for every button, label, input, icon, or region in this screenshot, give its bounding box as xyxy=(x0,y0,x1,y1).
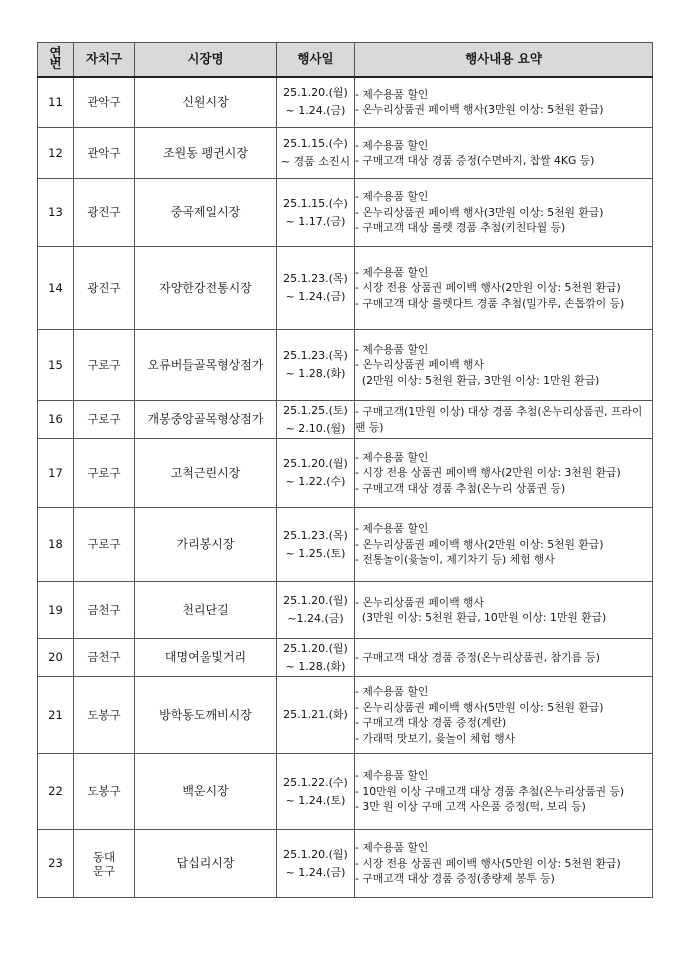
row-date xyxy=(277,639,355,677)
row-no: 17 xyxy=(38,439,74,508)
row-date xyxy=(277,247,355,330)
row-date-line: ~ 경품 소진시 xyxy=(280,155,351,168)
row-district: 광진구 xyxy=(74,179,135,247)
row-no: 23 xyxy=(38,830,74,898)
row-summary-line: - 온누리상품권 페이백 행사(5만원 이상: 5천원 환급) xyxy=(355,700,604,714)
row-summary xyxy=(355,508,653,582)
row-district: 금천구 xyxy=(74,582,135,639)
row-date xyxy=(277,830,355,898)
row-summary-line: - 온누리상품권 페이백 행사(3만원 이상: 5천원 환급) xyxy=(355,205,604,219)
row-date xyxy=(277,330,355,401)
row-date-line: 25.1.20.(월) xyxy=(283,847,348,861)
row-date-line: 25.1.25.(토) xyxy=(283,403,348,417)
row-date-line: ~ 1.24.(금) xyxy=(285,865,346,879)
table-row xyxy=(38,639,653,677)
row-market: 대명여울빛거리 xyxy=(135,639,277,677)
table-row xyxy=(38,677,653,754)
row-date-line: 25.1.20.(월) xyxy=(283,86,348,100)
table-row xyxy=(38,439,653,508)
row-district: 광진구 xyxy=(74,247,135,330)
row-date xyxy=(277,582,355,639)
row-date-line: ~ 1.28.(화) xyxy=(285,659,346,673)
row-date-line: ~ 1.24.(토) xyxy=(285,793,346,807)
row-district: 도봉구 xyxy=(74,754,135,830)
row-summary-line: - 온누리상품권 페이백 행사(3만원 이상: 5천원 환급) xyxy=(355,103,604,117)
row-market: 답십리시장 xyxy=(135,830,277,898)
row-date-line: ~ 1.28.(화) xyxy=(285,367,346,380)
row-summary xyxy=(355,401,653,439)
table-row xyxy=(38,77,653,128)
row-no: 18 xyxy=(38,508,74,582)
row-date-line: ~ 1.24.(금) xyxy=(285,104,346,118)
row-summary xyxy=(355,754,653,830)
row-no: 22 xyxy=(38,754,74,830)
row-date-line: 25.1.21.(화) xyxy=(283,708,348,721)
row-district: 금천구 xyxy=(74,639,135,677)
row-summary xyxy=(355,677,653,754)
row-summary-line: - 제수용품 할인 xyxy=(355,138,429,152)
row-summary xyxy=(355,247,653,330)
row-date-line: ~ 1.22.(수) xyxy=(285,475,346,488)
row-district: 구로구 xyxy=(74,439,135,508)
event-table xyxy=(37,42,653,898)
row-market: 방학동도깨비시장 xyxy=(135,677,277,754)
header-district: 자치구 xyxy=(74,43,135,77)
row-date-line: ~ 1.25.(토) xyxy=(285,546,346,560)
row-no: 21 xyxy=(38,677,74,754)
row-date xyxy=(277,754,355,830)
row-summary-line: - 시장 전용 상품권 페이백 행사(5만원 이상: 5천원 환급) xyxy=(355,856,621,870)
row-no: 13 xyxy=(38,179,74,247)
row-market: 신원시장 xyxy=(135,77,277,128)
row-date xyxy=(277,508,355,582)
row-date-line: 25.1.23.(목) xyxy=(283,528,348,542)
row-district: 구로구 xyxy=(74,508,135,582)
row-date-line: 25.1.22.(수) xyxy=(283,775,348,789)
table-row xyxy=(38,508,653,582)
row-summary-line: - 구매고객 대상 경품 증정(계란) xyxy=(355,716,507,729)
row-summary-line: (2만원 이상: 5천원 환급, 3만원 이상: 1만원 환급) xyxy=(355,373,600,387)
row-summary-line: - 구매고객(1만원 이상) 대상 경품 추첨(온누리상품권, 프라이팬 등) xyxy=(355,405,643,434)
row-district: 동대문구 xyxy=(74,830,135,898)
row-summary-line: - 제수용품 할인 xyxy=(355,841,429,855)
row-summary xyxy=(355,77,653,128)
row-summary xyxy=(355,179,653,247)
row-summary-line: - 제수용품 할인 xyxy=(355,450,429,464)
row-market: 백운시장 xyxy=(135,754,277,830)
row-date xyxy=(277,128,355,179)
row-summary xyxy=(355,830,653,898)
row-date-line: ~ 2.10.(월) xyxy=(285,421,346,435)
row-summary-line: - 전통놀이(윷놀이, 제기차기 등) 체험 행사 xyxy=(355,553,555,567)
row-summary xyxy=(355,639,653,677)
row-summary-line: - 가래떡 맛보기, 윷놀이 체험 행사 xyxy=(355,731,516,745)
row-district: 도봉구 xyxy=(74,677,135,754)
row-market: 고척근린시장 xyxy=(135,439,277,508)
row-no: 11 xyxy=(38,77,74,128)
row-date xyxy=(277,439,355,508)
row-summary-line: - 온누리상품권 페이백 행사 xyxy=(355,595,484,609)
row-no: 20 xyxy=(38,639,74,677)
table-row xyxy=(38,128,653,179)
row-no: 15 xyxy=(38,330,74,401)
row-date xyxy=(277,179,355,247)
row-date xyxy=(277,401,355,439)
row-market: 중곡제일시장 xyxy=(135,179,277,247)
table-row xyxy=(38,401,653,439)
row-date-line: 25.1.20.(월) xyxy=(283,457,348,470)
table-row xyxy=(38,582,653,639)
row-date xyxy=(277,77,355,128)
table-row xyxy=(38,830,653,898)
row-date-line: 25.1.20.(월) xyxy=(283,641,348,655)
row-summary-line: - 10만원 이상 구매고객 대상 경품 추첨(온누리상품권 등) xyxy=(355,784,625,798)
header-no-text: 연번 xyxy=(49,45,62,72)
row-market: 천리단길 xyxy=(135,582,277,639)
row-summary-line: - 제수용품 할인 xyxy=(355,265,429,279)
row-summary-line: - 제수용품 할인 xyxy=(355,685,429,698)
row-district: 관악구 xyxy=(74,77,135,128)
table-body xyxy=(38,77,653,898)
row-market: 개봉중앙골목형상점가 xyxy=(135,401,277,439)
row-summary xyxy=(355,439,653,508)
row-date-line: 25.1.15.(수) xyxy=(283,196,348,210)
row-summary-line: - 시장 전용 상품권 페이백 행사(2만원 이상: 5천원 환급) xyxy=(355,281,621,295)
row-summary-line: - 제수용품 할인 xyxy=(355,769,429,783)
row-summary-line: - 3만 원 이상 구매 고객 사은품 증정(떡, 보리 등) xyxy=(355,800,586,814)
row-summary-line: - 구매고객 대상 경품 증정(종량제 봉투 등) xyxy=(355,872,555,886)
row-summary-line: - 구매고객 대상 룰렛다트 경품 추첨(밀가루, 손톱깎이 등) xyxy=(355,296,625,310)
row-district: 구로구 xyxy=(74,330,135,401)
header-date: 행사일 xyxy=(277,43,355,77)
row-summary-line: (3만원 이상: 5천원 환급, 10만원 이상: 1만원 환급) xyxy=(355,611,607,624)
row-summary-line: - 제수용품 할인 xyxy=(355,522,429,536)
row-summary-line: - 구매고객 대상 경품 추첨(온누리 상품권 등) xyxy=(355,481,566,495)
row-market: 오류버들골목형상점가 xyxy=(135,330,277,401)
row-date-line: ~1.24.(금) xyxy=(287,612,344,625)
row-summary-line: - 온누리상품권 페이백 행사 xyxy=(355,358,484,372)
row-no: 19 xyxy=(38,582,74,639)
table-row xyxy=(38,247,653,330)
row-no: 16 xyxy=(38,401,74,439)
row-date-line: 25.1.20.(월) xyxy=(283,594,348,607)
row-district: 구로구 xyxy=(74,401,135,439)
row-summary-line: - 구매고객 대상 경품 증정(수면바지, 찹쌀 4KG 등) xyxy=(355,154,595,167)
row-date-line: 25.1.23.(목) xyxy=(283,272,348,285)
header-summary: 행사내용 요약 xyxy=(355,43,653,77)
row-summary-line: - 제수용품 할인 xyxy=(355,342,429,356)
table-row xyxy=(38,754,653,830)
row-summary-line: - 구매고객 대상 경품 증정(온누리상품권, 참기름 등) xyxy=(355,650,600,664)
row-date xyxy=(277,677,355,754)
header-row xyxy=(38,43,653,77)
row-district: 관악구 xyxy=(74,128,135,179)
row-market: 자양한강전통시장 xyxy=(135,247,277,330)
row-date-line: 25.1.23.(목) xyxy=(283,349,348,362)
row-summary xyxy=(355,128,653,179)
row-summary-line: - 구매고객 대상 룰렛 경품 추첨(키친타월 등) xyxy=(355,221,566,235)
row-market: 가리봉시장 xyxy=(135,508,277,582)
row-no: 14 xyxy=(38,247,74,330)
row-summary-line: - 온누리상품권 페이백 행사(2만원 이상: 5천원 환급) xyxy=(355,537,604,551)
row-summary-line: - 제수용품 할인 xyxy=(355,190,429,204)
row-summary-line: - 제수용품 할인 xyxy=(355,87,429,101)
header-market: 시장명 xyxy=(135,43,277,77)
row-summary xyxy=(355,330,653,401)
row-date-line: ~ 1.17.(금) xyxy=(285,214,346,228)
row-summary xyxy=(355,582,653,639)
row-date-line: 25.1.15.(수) xyxy=(283,137,348,150)
table-row xyxy=(38,179,653,247)
header-no xyxy=(38,43,74,77)
row-date-line: ~ 1.24.(금) xyxy=(285,290,346,303)
table-row xyxy=(38,330,653,401)
row-no: 12 xyxy=(38,128,74,179)
row-market: 조원동 펭귄시장 xyxy=(135,128,277,179)
row-summary-line: - 시장 전용 상품권 페이백 행사(2만원 이상: 3천원 환급) xyxy=(355,466,621,480)
